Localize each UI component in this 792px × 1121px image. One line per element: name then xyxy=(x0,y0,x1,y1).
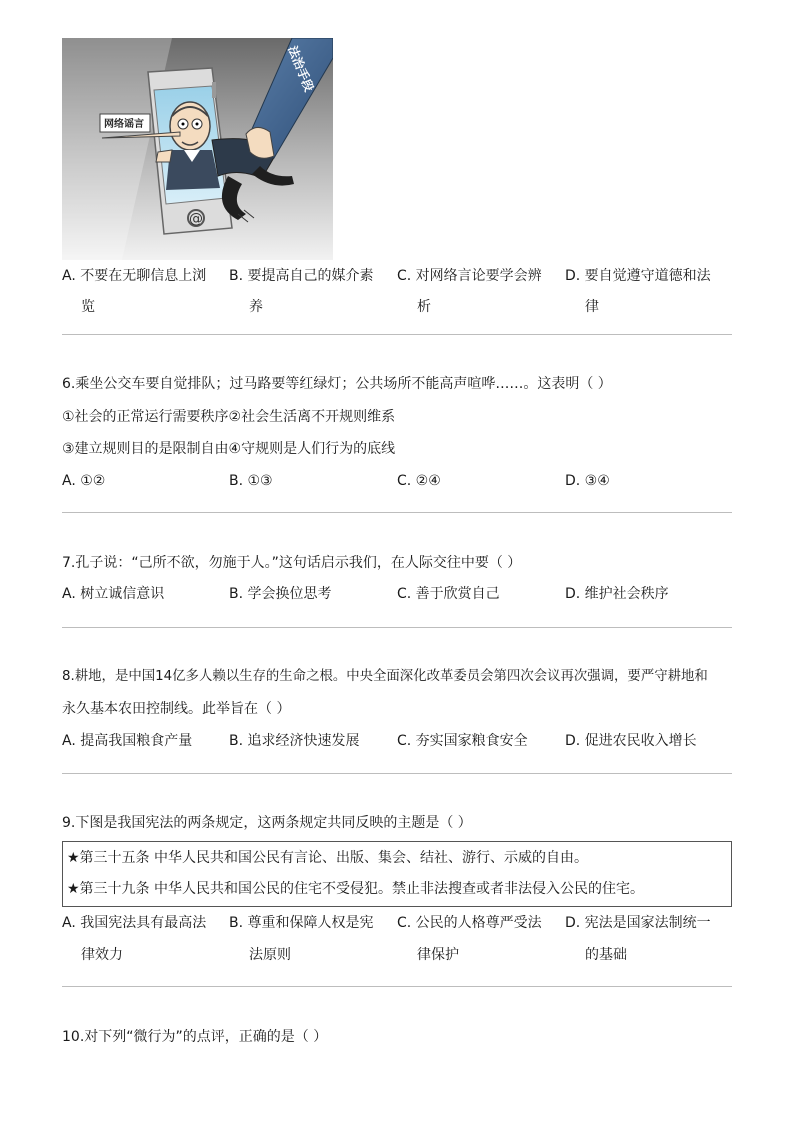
q7-stem: 7.孔子说：“己所不欲，勿施于人。”这句话启示我们，在人际交往中要（ ） xyxy=(62,555,522,571)
q6-stem: 6.乘坐公交车要自觉排队；过马路要等红绿灯；公共场所不能高声喧哗……。这表明（ ） xyxy=(62,376,612,392)
q6-option-a[interactable]: A. ①② xyxy=(62,473,106,489)
q8-option-a[interactable]: A. 提高我国粮食产量 xyxy=(62,733,193,749)
q9-option-a-cont: 律效力 xyxy=(81,947,123,963)
divider xyxy=(62,512,732,513)
q6-statement-1: ①社会的正常运行需要秩序②社会生活离不开规则维系 xyxy=(62,409,396,425)
rumor-sign xyxy=(100,114,150,132)
divider xyxy=(62,627,732,628)
q9-option-c-cont: 律保护 xyxy=(417,947,459,963)
q9-option-d[interactable]: D. 宪法是国家法制统一 xyxy=(565,915,711,931)
q8-option-c[interactable]: C. 夯实国家粮食安全 xyxy=(397,733,528,749)
q9-option-b[interactable]: B. 尊重和保障人权是宪 xyxy=(229,915,374,931)
q7-option-a[interactable]: A. 树立诚信意识 xyxy=(62,586,165,602)
q10-stem: 10.对下列“微行为”的点评，正确的是（ ） xyxy=(62,1029,328,1045)
q5-option-c-cont: 析 xyxy=(417,299,431,315)
law-means-label: 法治手段 xyxy=(285,43,317,94)
q6-option-c[interactable]: C. ②④ xyxy=(397,473,441,489)
constitution-articles-box xyxy=(62,841,732,907)
q9-stem: 9.下图是我国宪法的两条规定，这两条规定共同反映的主题是（ ） xyxy=(62,815,472,831)
q8-stem-line-2: 永久基本农田控制线。此举旨在（ ） xyxy=(62,701,291,717)
q6-option-d[interactable]: D. ③④ xyxy=(565,473,610,489)
q5-option-b[interactable]: B. 要提高自己的媒介素 xyxy=(229,268,374,284)
q8-stem-line-1: 8.耕地，是中国14亿多人赖以生存的生命之根。中央全面深化改革委员会第四次会议再次强调，要严守耕地和 xyxy=(62,669,708,684)
q7-option-b[interactable]: B. 学会换位思考 xyxy=(229,586,332,602)
q5-option-c[interactable]: C. 对网络言论要学会辨 xyxy=(397,268,542,284)
divider xyxy=(62,773,732,774)
q8-option-d[interactable]: D. 促进农民收入增长 xyxy=(565,733,697,749)
q7-option-c[interactable]: C. 善于欣赏自己 xyxy=(397,586,500,602)
q5-option-a-cont: 览 xyxy=(81,299,95,315)
q9-option-a[interactable]: A. 我国宪法具有最高法 xyxy=(62,915,207,931)
q5-option-d[interactable]: D. 要自觉遵守道德和法 xyxy=(565,268,711,284)
q9-option-b-cont: 法原则 xyxy=(249,947,291,963)
divider xyxy=(62,334,732,335)
q6-statement-2: ③建立规则目的是限制自由④守规则是人们行为的底线 xyxy=(62,441,396,457)
q9-option-d-cont: 的基础 xyxy=(585,947,627,963)
q7-option-d[interactable]: D. 维护社会秩序 xyxy=(565,586,669,602)
rumor-label: 网络谣言 xyxy=(104,119,144,130)
q6-option-b[interactable]: B. ①③ xyxy=(229,473,273,489)
divider xyxy=(62,986,732,987)
q5-option-a[interactable]: A. 不要在无聊信息上浏 xyxy=(62,268,207,284)
q5-option-d-cont: 律 xyxy=(585,299,599,315)
q5-option-b-cont: 养 xyxy=(249,299,263,315)
q9-option-c[interactable]: C. 公民的人格尊严受法 xyxy=(397,915,542,931)
q8-option-b[interactable]: B. 追求经济快速发展 xyxy=(229,733,360,749)
article-35: ★第三十五条 中华人民共和国公民有言论、出版、集会、结社、游行、示威的自由。 xyxy=(67,850,588,866)
article-39: ★第三十九条 中华人民共和国公民的住宅不受侵犯。禁止非法搜查或者非法侵入公民的住宅。 xyxy=(67,881,644,897)
rumor-cartoon-illustration xyxy=(62,38,333,260)
at-symbol: @ xyxy=(189,211,203,227)
